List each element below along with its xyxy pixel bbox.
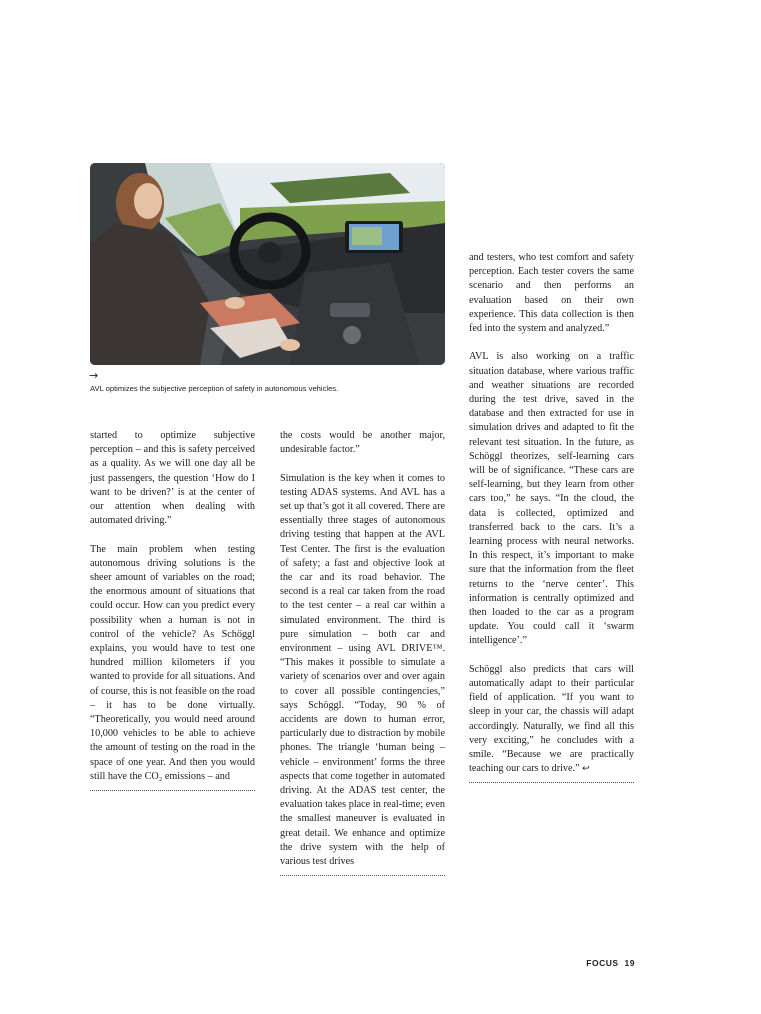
text-column-1 — [90, 429, 255, 791]
section-label: FOCUS — [586, 958, 619, 968]
article-photo — [90, 163, 445, 365]
text-column-2 — [280, 429, 445, 876]
paragraph: the costs would be another major, undesirable factor.” — [280, 430, 445, 456]
page-number: 19 — [624, 958, 635, 968]
end-of-article-icon: ↩ — [582, 764, 590, 775]
text-column-3 — [469, 251, 634, 783]
paragraph-text: Schöggl also predicts that cars will automatically adapt to their particular field of application. “If you want to sleep in your car, the chassis will adapt accordingly. Naturally, we find all this very exciting,” he concludes with a smile. “Because we are practically teaching our cars to drive.” — [469, 663, 634, 775]
car-interior-illustration — [90, 163, 445, 365]
column-end-rule — [469, 782, 634, 783]
paragraph: The main problem when testing autonomous driving solutions is the sheer amount of variables on the road; the enormous amount of situations that could occur. How can you predict every possibility when a human is not in control of the vehicle? As Schöggl explains, you would have to test one hundred million kilometers if you wanted to provide for all situations. And of course, this is not feasible on the road – it has to be done virtually. “Theoretically, you would need around 10,000 vehicles to be able to achieve the amount of testing on the road in the space of one year. And then you would still have the CO₂ emissions – and — [90, 543, 255, 782]
paragraph: Simulation is the key when it comes to testing ADAS systems. And AVL has a set up that’s got it all covered. There are essentially three stages of autonomous driving testing that happen at the AVL Test Center. The first is the evaluation of safety; a fast and objective look at the car and its road behavior. The second is a real car taken from the road to the test center – a real car within a simulated environment. The third is pure simulation – both car and environment – using AVL DRIVE™. “This makes it possible to simulate a variety of scenarios over and over again to cover all possible contingencies,” says Schöggl. “Today, 90 % of accidents are down to human error, particularly due to distraction by mobile phones. The triangle ‘human being – vehicle – environment’ forms the three aspects that come together in automated driving. At the ADAS test center, the evaluation takes place in real-time; even the smallest maneuver is evaluated in great detail. We enhance and optimize the drive system with the help of various test drives — [280, 472, 445, 868]
page-footer — [580, 958, 635, 968]
paragraph: started to optimize subjective perception – and this is safety perceived as a quality. As we will one day all be just passengers, the question ‘How do I want to be driven?’ is at the center of our attention when dealing with automated driving.” — [90, 430, 255, 527]
caption-arrow: → — [89, 369, 99, 382]
paragraph: and testers, who test comfort and safety perception. Each tester covers the same scenario and then performs an evaluation based on their own experience. This data collection is then fed into the system and analyzed.” — [469, 252, 634, 335]
paragraph-final — [469, 663, 634, 777]
column-end-rule — [90, 790, 255, 791]
paragraph: AVL is also working on a traffic situation database, where various traffic and weather situations are recorded during the test drive, saved in the database and then extracted for use in simulation drives and adapted to fit the relevant test situation. In the future, as Schöggl theorizes, self-learning cars will be of significance. “These cars are self-learning, but they learn from other cars too,” he says. “In the cloud, the data is collected, optimized and transferred back to the cars. It’s a learning process with neural networks. In this respect, it’s important to make sure that the information from the fleet returns to the ‘nerve center’. This information is centrally optimized and then loaded to the car as a program update. You could call it ‘swarm intelligence’.” — [469, 351, 634, 647]
photo-caption: AVL optimizes the subjective perception of safety in autonomous vehicles. — [90, 384, 339, 393]
column-end-rule — [280, 875, 445, 876]
